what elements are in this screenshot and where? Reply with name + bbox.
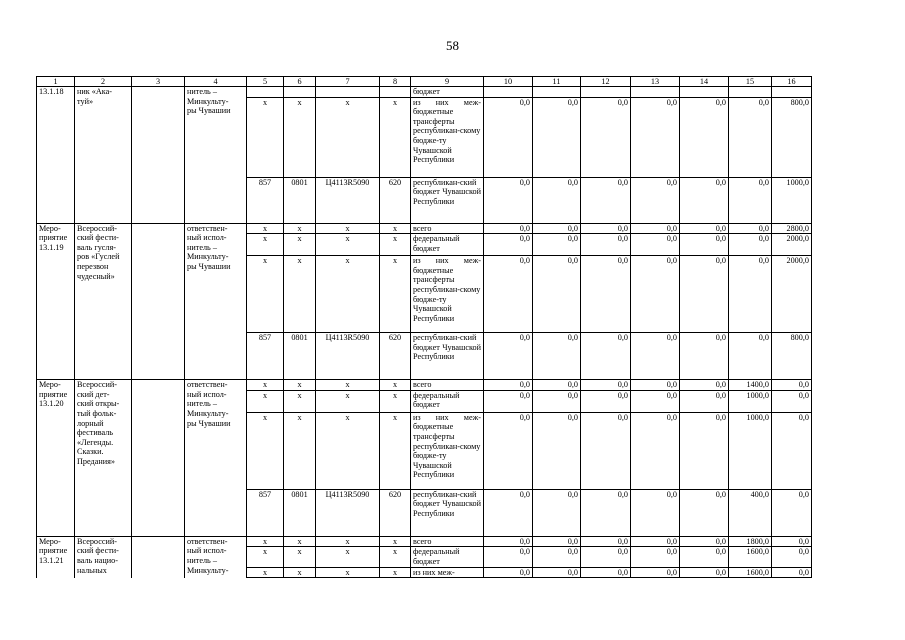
responsible-executor-line: Минкульту- bbox=[187, 252, 229, 262]
amount-cell bbox=[533, 87, 581, 98]
amount-cell: 0,0 bbox=[680, 380, 729, 391]
activity-id-line: приятие bbox=[39, 389, 68, 399]
amount-cell: 0,0 bbox=[680, 412, 729, 489]
responsible-executor-line: Минкульту- bbox=[187, 565, 229, 575]
amount-cell: 0,0 bbox=[533, 489, 581, 536]
target-article: x bbox=[316, 390, 380, 412]
activity-id-line: 13.1.20 bbox=[39, 399, 64, 409]
responsible-executor-line: нитель – bbox=[187, 87, 217, 96]
amount-cell: 0,0 bbox=[680, 489, 729, 536]
activity-id bbox=[37, 380, 75, 537]
activity-name bbox=[75, 380, 132, 537]
col3-cell bbox=[132, 380, 185, 537]
section-code: x bbox=[284, 97, 316, 177]
section-code: x bbox=[284, 223, 316, 234]
table-row bbox=[37, 87, 812, 98]
activity-name-line: Сказки. bbox=[77, 447, 104, 457]
expense-type: 620 bbox=[380, 333, 411, 380]
header-cell: 13 bbox=[631, 77, 680, 87]
amount-cell: 0,0 bbox=[581, 567, 631, 578]
amount-cell: 0,0 bbox=[484, 177, 533, 223]
amount-cell: 0,0 bbox=[484, 97, 533, 177]
responsible-executor-line: нитель – bbox=[187, 555, 217, 565]
amount-cell: 0,0 bbox=[680, 390, 729, 412]
activity-id-line: 13.1.21 bbox=[39, 555, 64, 565]
expense-type: x bbox=[380, 380, 411, 391]
section-code: 0801 bbox=[284, 489, 316, 536]
amount-cell: 0,0 bbox=[631, 223, 680, 234]
amount-cell: 0,0 bbox=[631, 567, 680, 578]
amount-cell: 0,0 bbox=[533, 177, 581, 223]
amount-cell bbox=[772, 87, 812, 98]
amount-cell: 0,0 bbox=[581, 177, 631, 223]
amount-cell: 0,0 bbox=[631, 97, 680, 177]
activity-name-line: ров «Гуслей bbox=[77, 252, 120, 262]
activity-name-line: перезвон bbox=[77, 261, 109, 271]
expense-type: 620 bbox=[380, 177, 411, 223]
section-code: x bbox=[284, 412, 316, 489]
gov-code: x bbox=[247, 256, 284, 333]
amount-cell: 0,0 bbox=[581, 390, 631, 412]
amount-cell: 0,0 bbox=[533, 567, 581, 578]
funding-source: всего bbox=[411, 536, 484, 547]
amount-cell: 0,0 bbox=[680, 234, 729, 256]
funding-source: федеральный бюджет bbox=[411, 547, 484, 567]
amount-cell bbox=[680, 87, 729, 98]
amount-cell: 0,0 bbox=[631, 412, 680, 489]
amount-cell: 0,0 bbox=[729, 333, 772, 380]
funding-source: республикан-ский бюджет Чувашской Республики bbox=[411, 177, 484, 223]
amount-cell: 1800,0 bbox=[729, 536, 772, 547]
amount-cell: 0,0 bbox=[680, 223, 729, 234]
funding-source: из них меж- bbox=[411, 567, 484, 578]
activity-id-line: Меро- bbox=[39, 380, 61, 390]
target-article: x bbox=[316, 256, 380, 333]
expense-type: x bbox=[380, 234, 411, 256]
activity-id bbox=[37, 223, 75, 380]
amount-cell: 0,0 bbox=[581, 536, 631, 547]
amount-cell bbox=[581, 87, 631, 98]
activity-name-line: фестиваль bbox=[77, 428, 114, 438]
gov-code: 857 bbox=[247, 333, 284, 380]
expense-type: x bbox=[380, 97, 411, 177]
activity-name-line: туй» bbox=[77, 96, 94, 106]
col3-cell bbox=[132, 536, 185, 577]
target-article: x bbox=[316, 412, 380, 489]
amount-cell: 0,0 bbox=[772, 380, 812, 391]
target-article: x bbox=[316, 547, 380, 567]
header-cell: 1 bbox=[37, 77, 75, 87]
amount-cell: 0,0 bbox=[533, 333, 581, 380]
amount-cell: 0,0 bbox=[581, 234, 631, 256]
target-article: x bbox=[316, 536, 380, 547]
amount-cell: 0,0 bbox=[631, 256, 680, 333]
activity-name-line: ник «Ака- bbox=[77, 87, 113, 96]
amount-cell: 0,0 bbox=[680, 333, 729, 380]
activity-name bbox=[75, 223, 132, 380]
gov-code: 857 bbox=[247, 489, 284, 536]
amount-cell: 0,0 bbox=[631, 380, 680, 391]
amount-cell: 0,0 bbox=[631, 390, 680, 412]
gov-code: x bbox=[247, 536, 284, 547]
amount-cell: 0,0 bbox=[581, 380, 631, 391]
amount-cell: 1000,0 bbox=[772, 177, 812, 223]
expense-type: 620 bbox=[380, 489, 411, 536]
header-row bbox=[37, 77, 812, 87]
table-row bbox=[37, 223, 812, 234]
amount-cell: 0,0 bbox=[533, 390, 581, 412]
amount-cell: 2000,0 bbox=[772, 256, 812, 333]
amount-cell: 0,0 bbox=[484, 412, 533, 489]
activity-id-line: приятие bbox=[39, 233, 68, 243]
amount-cell: 0,0 bbox=[772, 489, 812, 536]
expense-type: x bbox=[380, 567, 411, 578]
amount-cell: 0,0 bbox=[631, 333, 680, 380]
target-article: x bbox=[316, 97, 380, 177]
expense-type: x bbox=[380, 547, 411, 567]
amount-cell: 1000,0 bbox=[729, 412, 772, 489]
amount-cell: 0,0 bbox=[581, 256, 631, 333]
target-article: x bbox=[316, 567, 380, 578]
amount-cell: 0,0 bbox=[533, 380, 581, 391]
amount-cell: 0,0 bbox=[581, 223, 631, 234]
activity-name-line: ский откры- bbox=[77, 399, 120, 409]
target-article: x bbox=[316, 234, 380, 256]
amount-cell: 0,0 bbox=[533, 223, 581, 234]
expense-type: x bbox=[380, 256, 411, 333]
responsible-executor-line: ответствен- bbox=[187, 536, 228, 546]
amount-cell: 800,0 bbox=[772, 333, 812, 380]
amount-cell: 0,0 bbox=[581, 97, 631, 177]
activity-name bbox=[75, 87, 132, 224]
amount-cell: 0,0 bbox=[533, 547, 581, 567]
amount-cell bbox=[729, 87, 772, 98]
responsible-executor-line: нитель – bbox=[187, 242, 217, 252]
amount-cell: 400,0 bbox=[729, 489, 772, 536]
amount-cell: 0,0 bbox=[729, 177, 772, 223]
amount-cell: 1000,0 bbox=[729, 390, 772, 412]
amount-cell: 0,0 bbox=[772, 567, 812, 578]
activity-id-line: 13.1.18 bbox=[39, 87, 64, 96]
activity-name-line: «Легенды. bbox=[77, 437, 114, 447]
amount-cell: 0,0 bbox=[729, 97, 772, 177]
header-cell: 2 bbox=[75, 77, 132, 87]
amount-cell: 0,0 bbox=[533, 97, 581, 177]
amount-cell: 0,0 bbox=[484, 567, 533, 578]
amount-cell: 0,0 bbox=[631, 536, 680, 547]
activity-name-line: тый фольк- bbox=[77, 408, 117, 418]
activity-id-line: 13.1.19 bbox=[39, 242, 64, 252]
activity-name-line: лорный bbox=[77, 418, 104, 428]
activity-name-line: валь гусля- bbox=[77, 242, 116, 252]
activity-name-line: чудесный» bbox=[77, 271, 115, 281]
expense-type: x bbox=[380, 536, 411, 547]
funding-source: из них меж-бюджетные трансферты республикан-скому бюдже-ту Чувашской Республики bbox=[411, 412, 484, 489]
section-code: x bbox=[284, 380, 316, 391]
funding-source: всего bbox=[411, 223, 484, 234]
funding-source: из них меж-бюджетные трансферты республикан-скому бюдже-ту Чувашской Республики bbox=[411, 97, 484, 177]
amount-cell: 0,0 bbox=[772, 412, 812, 489]
header-cell: 15 bbox=[729, 77, 772, 87]
amount-cell: 1600,0 bbox=[729, 567, 772, 578]
responsible-executor bbox=[185, 536, 247, 577]
responsible-executor-line: Минкульту- bbox=[187, 96, 229, 106]
amount-cell: 0,0 bbox=[484, 390, 533, 412]
activity-id-line: Меро- bbox=[39, 223, 61, 233]
amount-cell: 0,0 bbox=[581, 489, 631, 536]
target-article: Ц4113R5090 bbox=[316, 333, 380, 380]
amount-cell: 0,0 bbox=[631, 177, 680, 223]
activity-name-line: валь нацио- bbox=[77, 555, 118, 565]
expense-type bbox=[380, 87, 411, 98]
amount-cell: 0,0 bbox=[533, 412, 581, 489]
amount-cell: 0,0 bbox=[680, 547, 729, 567]
amount-cell: 0,0 bbox=[581, 333, 631, 380]
amount-cell: 0,0 bbox=[484, 380, 533, 391]
gov-code: x bbox=[247, 412, 284, 489]
gov-code: x bbox=[247, 390, 284, 412]
col3-cell bbox=[132, 223, 185, 380]
activity-name-line: Всероссий- bbox=[77, 223, 117, 233]
activity-name bbox=[75, 536, 132, 577]
amount-cell: 1400,0 bbox=[729, 380, 772, 391]
section-code: x bbox=[284, 567, 316, 578]
activity-name-line: Всероссий- bbox=[77, 536, 117, 546]
table-row bbox=[37, 380, 812, 391]
header-cell: 12 bbox=[581, 77, 631, 87]
funding-source: из них меж-бюджетные трансферты республикан-скому бюдже-ту Чувашской Республики bbox=[411, 256, 484, 333]
gov-code: 857 bbox=[247, 177, 284, 223]
amount-cell: 2800,0 bbox=[772, 223, 812, 234]
expense-type: x bbox=[380, 412, 411, 489]
activity-name-line: ский фести- bbox=[77, 233, 119, 243]
table-row bbox=[37, 536, 812, 547]
amount-cell: 0,0 bbox=[680, 256, 729, 333]
page-number: 58 bbox=[446, 38, 459, 53]
funding-source: республикан-ский бюджет Чувашской Республики bbox=[411, 489, 484, 536]
amount-cell: 0,0 bbox=[772, 390, 812, 412]
target-article: x bbox=[316, 223, 380, 234]
section-code: x bbox=[284, 547, 316, 567]
activity-name-line: ский фести- bbox=[77, 546, 119, 556]
header-cell: 9 bbox=[411, 77, 484, 87]
section-code: x bbox=[284, 234, 316, 256]
amount-cell: 0,0 bbox=[484, 489, 533, 536]
section-code bbox=[284, 87, 316, 98]
responsible-executor-line: ный испол- bbox=[187, 389, 227, 399]
funding-source: федеральный бюджет bbox=[411, 390, 484, 412]
funding-source: всего bbox=[411, 380, 484, 391]
amount-cell: 0,0 bbox=[533, 234, 581, 256]
amount-cell: 0,0 bbox=[484, 234, 533, 256]
activity-id bbox=[37, 87, 75, 224]
amount-cell: 1600,0 bbox=[729, 547, 772, 567]
target-article: x bbox=[316, 380, 380, 391]
header-cell: 16 bbox=[772, 77, 812, 87]
funding-source: федеральный бюджет bbox=[411, 234, 484, 256]
activity-id-line: приятие bbox=[39, 546, 68, 556]
amount-cell: 0,0 bbox=[680, 177, 729, 223]
amount-cell: 0,0 bbox=[533, 536, 581, 547]
amount-cell: 0,0 bbox=[631, 489, 680, 536]
activity-id-line: Меро- bbox=[39, 536, 61, 546]
header-cell: 10 bbox=[484, 77, 533, 87]
amount-cell: 0,0 bbox=[729, 256, 772, 333]
amount-cell: 0,0 bbox=[680, 97, 729, 177]
header-cell: 5 bbox=[247, 77, 284, 87]
amount-cell bbox=[484, 87, 533, 98]
responsible-executor-line: ответствен- bbox=[187, 380, 228, 390]
gov-code: x bbox=[247, 97, 284, 177]
section-code: 0801 bbox=[284, 333, 316, 380]
funding-source: республикан-ский бюджет Чувашской Республики bbox=[411, 333, 484, 380]
amount-cell: 0,0 bbox=[680, 536, 729, 547]
amount-cell bbox=[631, 87, 680, 98]
gov-code bbox=[247, 87, 284, 98]
amount-cell: 0,0 bbox=[581, 547, 631, 567]
amount-cell: 0,0 bbox=[484, 547, 533, 567]
responsible-executor bbox=[185, 380, 247, 537]
amount-cell: 0,0 bbox=[484, 536, 533, 547]
expense-type: x bbox=[380, 390, 411, 412]
header-cell: 14 bbox=[680, 77, 729, 87]
amount-cell: 0,0 bbox=[484, 333, 533, 380]
header-cell: 8 bbox=[380, 77, 411, 87]
responsible-executor-line: ный испол- bbox=[187, 546, 227, 556]
responsible-executor-line: ры Чувашии bbox=[187, 261, 231, 271]
header-cell: 3 bbox=[132, 77, 185, 87]
activity-name-line: ский дет- bbox=[77, 389, 110, 399]
activity-id bbox=[37, 536, 75, 577]
amount-cell: 800,0 bbox=[772, 97, 812, 177]
budget-table bbox=[36, 76, 812, 578]
amount-cell: 0,0 bbox=[631, 234, 680, 256]
amount-cell: 2000,0 bbox=[772, 234, 812, 256]
gov-code: x bbox=[247, 567, 284, 578]
gov-code: x bbox=[247, 234, 284, 256]
funding-source: бюджет bbox=[411, 87, 484, 98]
section-code: x bbox=[284, 390, 316, 412]
amount-cell: 0,0 bbox=[484, 256, 533, 333]
gov-code: x bbox=[247, 380, 284, 391]
amount-cell: 0,0 bbox=[533, 256, 581, 333]
col3-cell bbox=[132, 87, 185, 224]
amount-cell: 0,0 bbox=[631, 547, 680, 567]
activity-name-line: Всероссий- bbox=[77, 380, 117, 390]
amount-cell: 0,0 bbox=[484, 223, 533, 234]
responsible-executor-line: Минкульту- bbox=[187, 408, 229, 418]
amount-cell: 0,0 bbox=[729, 234, 772, 256]
responsible-executor-line: ры Чувашии bbox=[187, 418, 231, 428]
responsible-executor bbox=[185, 87, 247, 224]
header-cell: 7 bbox=[316, 77, 380, 87]
responsible-executor-line: нитель – bbox=[187, 399, 217, 409]
target-article: Ц4113R5090 bbox=[316, 177, 380, 223]
header-cell: 4 bbox=[185, 77, 247, 87]
amount-cell: 0,0 bbox=[729, 223, 772, 234]
section-code: x bbox=[284, 536, 316, 547]
amount-cell: 0,0 bbox=[772, 547, 812, 567]
section-code: x bbox=[284, 256, 316, 333]
target-article bbox=[316, 87, 380, 98]
amount-cell: 0,0 bbox=[680, 567, 729, 578]
gov-code: x bbox=[247, 547, 284, 567]
responsible-executor-line: ный испол- bbox=[187, 233, 227, 243]
amount-cell: 0,0 bbox=[772, 536, 812, 547]
gov-code: x bbox=[247, 223, 284, 234]
responsible-executor bbox=[185, 223, 247, 380]
expense-type: x bbox=[380, 223, 411, 234]
header-cell: 6 bbox=[284, 77, 316, 87]
target-article: Ц4113R5090 bbox=[316, 489, 380, 536]
section-code: 0801 bbox=[284, 177, 316, 223]
amount-cell: 0,0 bbox=[581, 412, 631, 489]
responsible-executor-line: ответствен- bbox=[187, 223, 228, 233]
activity-name-line: нальных bbox=[77, 565, 107, 575]
responsible-executor-line: ры Чувашии bbox=[187, 106, 231, 116]
header-cell: 11 bbox=[533, 77, 581, 87]
activity-name-line: Предания» bbox=[77, 456, 115, 466]
